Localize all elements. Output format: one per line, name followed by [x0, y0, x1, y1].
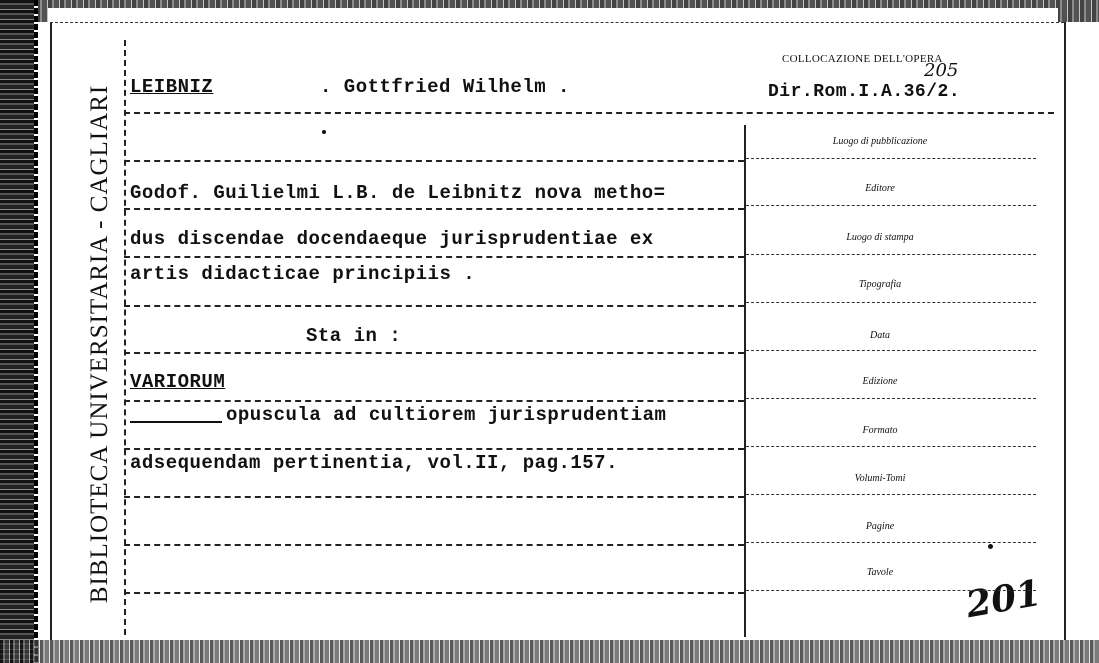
panel-ruled-line [746, 446, 1036, 447]
location-panel-rule [744, 125, 746, 637]
field-volumi-tomi: Volumi-Tomi [854, 473, 906, 484]
panel-ruled-line [746, 542, 1036, 543]
ruled-line [124, 352, 744, 354]
card-top-edge [50, 22, 1064, 23]
card-right-edge [1064, 22, 1066, 640]
title-line-2: dus discendae docendaeque jurisprudentiae ex [130, 228, 654, 250]
field-pagine: Pagine [865, 521, 895, 532]
ruled-line [124, 305, 744, 307]
scan-border-left [0, 0, 34, 663]
field-edizione: Edizione [862, 376, 898, 387]
ruled-line [124, 544, 744, 546]
collocazione-heading: COLLOCAZIONE DELL'OPERA [782, 53, 943, 65]
author-surname: LEIBNIZ [130, 76, 214, 98]
panel-ruled-line [746, 350, 1036, 351]
ruled-line [124, 448, 744, 450]
scan-border-bottom [0, 640, 1099, 663]
panel-ruled-line [746, 590, 1036, 591]
host-title: VARIORUM [130, 371, 226, 393]
panel-ruled-line [746, 398, 1036, 399]
handwritten-note: 201 [962, 571, 1045, 627]
title-line-3: artis didacticae principiis . [130, 263, 476, 285]
ruled-line [124, 496, 744, 498]
field-luogo-pubblicazione: Luogo di pubblicazione [832, 136, 928, 147]
ink-dot [988, 544, 993, 549]
field-luogo-stampa: Luogo di stampa [846, 232, 914, 243]
field-data: Data [870, 330, 890, 341]
panel-ruled-line [746, 302, 1036, 303]
panel-ruled-line [746, 205, 1036, 206]
ruled-line [124, 160, 744, 162]
field-tavole: Tavole [866, 567, 894, 578]
field-editore: Editore [865, 183, 895, 194]
panel-ruled-line [746, 158, 1036, 159]
scan-border-gap [48, 8, 1058, 22]
host-title-ditto-line [130, 421, 222, 423]
field-formato: Formato [862, 425, 898, 436]
host-line-2: adsequendam pertinentia, vol.II, pag.157. [130, 452, 618, 474]
host-line-1: opuscula ad cultiorem jurisprudentiam [226, 404, 667, 426]
title-line-1: Godof. Guilielmi L.B. de Leibnitz nova metho= [130, 182, 666, 204]
scan-border-left-edge [34, 0, 38, 663]
author-forenames: . Gottfried Wilhelm . [320, 76, 570, 98]
typed-dot [322, 130, 326, 134]
field-tipografia: Tipografia [858, 279, 902, 290]
library-vertical-title: BIBLIOTECA UNIVERSITARIA - CAGLIARI [86, 84, 113, 604]
ruled-line [124, 400, 744, 402]
panel-ruled-line [746, 494, 1036, 495]
ruled-line [124, 208, 744, 210]
ruled-line [124, 256, 744, 258]
panel-ruled-line [746, 254, 1036, 255]
card-left-edge [50, 22, 52, 640]
ruled-line [124, 592, 744, 594]
sta-in-label: Sta in : [306, 325, 402, 347]
shelfmark-annotation: 205 [924, 60, 959, 81]
ruled-line [124, 112, 1054, 114]
shelfmark: Dir.Rom.I.A.36/2. [768, 82, 961, 102]
